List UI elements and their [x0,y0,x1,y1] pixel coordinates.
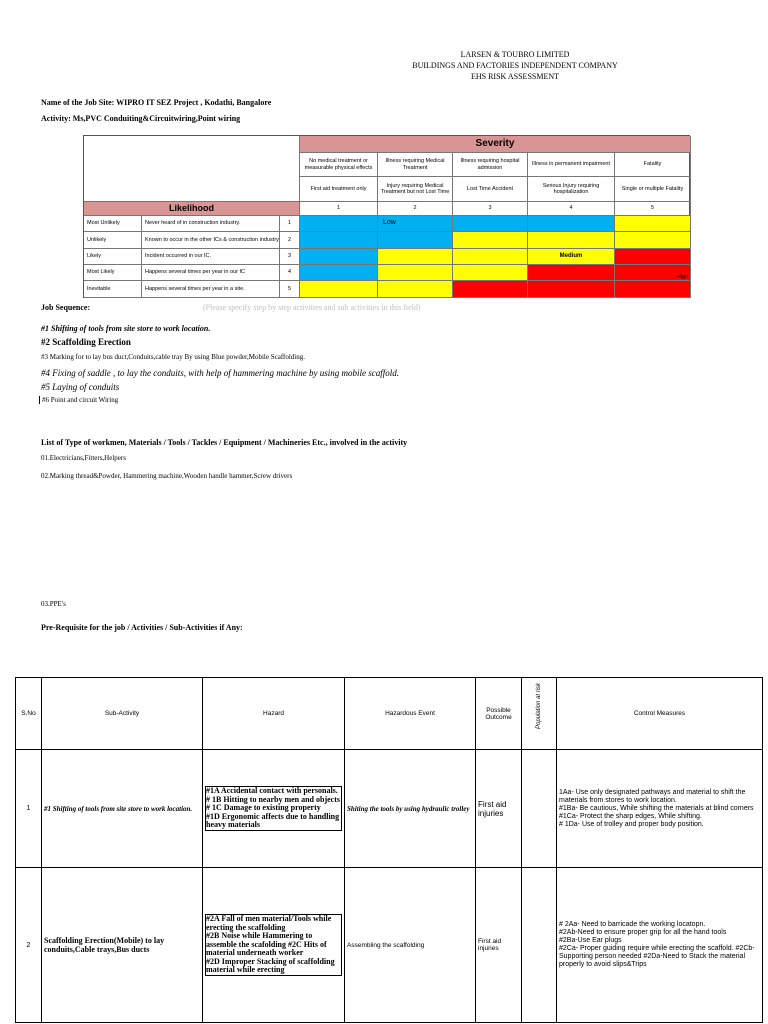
activity: Activity: Ms,PVC Conduiting&Circuitwiring,Point wiring [41,114,241,123]
job-sequence-hint: (Please specify step by step activities and sub activities in this field) [203,303,421,312]
risk-cell [300,281,378,298]
company-name: LARSEN & TOUBRO LIMITED [460,50,570,59]
severity-header: Severity [300,136,691,153]
header-hazardous-event: Hazardous Event [345,678,476,750]
likelihood-name-3: Likely [84,249,142,265]
step-4: #4 Fixing of saddle , to lay the conduits, with help of hammering machine by using mobile scaffold. [41,368,399,378]
step-5: #5 Laying of conduits [41,382,120,392]
row-hazard-cell [203,750,345,868]
likelihood-number-5: 5 [280,281,300,298]
list-title: List of Type of workmen, Materials / Tools / Tackles / Equipment / Machineries Etc., involved in the activity [41,438,408,447]
row-hazardous-event: Shiting the tools by using hydraulic trolley [345,750,476,868]
step-3: #3 Marking for to lay bus duct,Conduits,cable tray By using Blue powder,Mobile Scaffolding. [41,353,305,361]
row-population [522,750,557,868]
list-item-2: 02.Marking thread&Powder, Hammering machine,Wooden handle hammer,Screw drivers [41,472,293,480]
likelihood-desc-4: Happens several times per year in our IC [142,265,280,281]
likelihood-number-3: 3 [280,249,300,265]
step-1: #1 Shifting of tools from site store to work location. [41,324,211,333]
row-hazard-cell [203,868,345,1023]
likelihood-number-1: 1 [280,216,300,232]
header-sno: S.No [16,678,42,750]
header-control-measures: Control Measures [557,678,763,750]
likelihood-name-5: Inevitable [84,281,142,298]
severity-description-3: Illness requiring hospital admission [453,153,528,177]
table-row [16,868,763,1023]
risk-cell [300,265,378,281]
risk-cell [453,265,528,281]
severity-description-2: Illness requiring Medical Treatment [378,153,453,177]
risk-cell [615,249,691,265]
header-population-at-risk: Population at risk [522,678,557,750]
risk-cell [300,249,378,265]
list-item-3: 03.PPE's [41,600,66,608]
company-division: BUILDINGS AND FACTORIES INDEPENDENT COMPANY [412,61,618,70]
risk-cell [300,232,378,249]
likelihood-name-4: Most Likely [84,265,142,281]
severity-description-1: No medical treatment or measurable physical effects [300,153,378,177]
risk-matrix [83,135,690,298]
matrix-corner [84,136,300,202]
severity-label-3: Lost Time Accident [453,177,528,202]
likelihood-header: Likelihood [84,202,300,216]
list-item-1: 01.Electricians,Fitters,Helpers [41,454,126,462]
risk-cell [453,216,528,232]
prerequisite-label: Pre-Requisite for the job / Activities / Sub-Activities if Any: [41,623,243,632]
risk-cell [378,265,453,281]
risk-cell [300,216,378,232]
severity-number-1: 1 [300,202,378,216]
row-sub-activity: Scaffolding Erection(Mobile) to lay conduits,Cable trays,Bus ducts [42,868,203,1023]
severity-number-2: 2 [378,202,453,216]
table-header-row [16,678,763,750]
risk-cell [615,232,691,249]
severity-description-4: Illness in permanent impairment [528,153,615,177]
document-title: EHS RISK ASSESSMENT [470,72,560,81]
risk-cell [453,232,528,249]
likelihood-number-4: 4 [280,265,300,281]
severity-label-4: Serious Injury requiring hospitalization [528,177,615,202]
severity-number-5: 5 [615,202,691,216]
severity-label-5: Single or multiple Fatality [615,177,691,202]
likelihood-name-1: Most Unlikely [84,216,142,232]
likelihood-name-2: Unlikely [84,232,142,249]
header-possible-outcome: Possible Outcome [476,678,522,750]
risk-cell [528,232,615,249]
severity-label-2: Injury requiring Medical Treatment but not Lost Time [378,177,453,202]
risk-cell [615,216,691,232]
row-possible-outcome: First aid injuries [476,868,522,1023]
risk-assessment-table [15,677,763,1023]
risk-cell [528,281,615,298]
severity-description-5: Fatality [615,153,691,177]
row-control-measures: # 2Aa- Need to barricade the working locatopn. #2Ab-Need to ensure proper grip for all the hand tools #2Ba-Use Ear plugs #2Ca- Proper guiding require while erecting the scaffold. #2Cb-Supporting person needed #2Da-Need to Stack the material properly to avoid slips&Trips [557,868,763,1023]
likelihood-desc-3: Incident occurred in our IC. [142,249,280,265]
job-site: Name of the Job Site: WIPRO IT SEZ Project , Kodathi, Bangalore [41,98,272,107]
row-possible-outcome: First aid injuries [476,750,522,868]
likelihood-desc-1: Never heard of in construction industry. [142,216,280,232]
row-sno: 1 [16,750,42,868]
risk-cell [378,249,453,265]
row-hazard: #2A Fall of men material/Tools while erecting the scaffolding #2B Noise while Hammering to assemble the scafolding #2C Hits of material underneath worker #2D Improper Stacking of scaffolding material while erecting [205,914,342,976]
risk-level-medium: Medium [528,249,615,265]
severity-number-4: 4 [528,202,615,216]
header-hazard: Hazard [203,678,345,750]
likelihood-number-2: 2 [280,232,300,249]
risk-cell [528,265,615,281]
row-control-measures: 1Aa- Use only designated pathways and material to shift the materials from stores to work location. #1Ba- Be cautious, While shifting the materials at blind corners #1Ca- Protect the sharp edges, While shifting. # 1Da- Use of trolley and proper body position. [557,750,763,868]
table-row [16,750,763,868]
risk-cell [453,281,528,298]
risk-cell [453,249,528,265]
risk-cell [378,232,453,249]
risk-level-low: Low [378,216,453,232]
likelihood-desc-2: Known to occur in the other ICs & construction industry [142,232,280,249]
row-population [522,868,557,1023]
step-6[interactable]: #6 Point and circuit Wiring [39,396,118,404]
header-sub-activity: Sub-Activity [42,678,203,750]
step-2: #2 Scaffolding Erection [41,337,131,347]
row-hazardous-event: Assembling the scaffolding [345,868,476,1023]
risk-cell [528,216,615,232]
likelihood-desc-5: Happens several times per year in a site. [142,281,280,298]
row-sub-activity: #1 Shifting of tools from site store to work location. [42,750,203,868]
row-hazard: #1A Accidental contact with personals. # 1B Hitting to nearby men and objects # 1C Damage to existing property #1D Ergonomic affects due to handling heavy materials [206,786,340,830]
job-sequence-label: Job Sequence: [41,303,91,312]
severity-label-1: First aid treatment only [300,177,378,202]
risk-level-high: High [615,265,691,281]
row-sno: 2 [16,868,42,1023]
severity-number-3: 3 [453,202,528,216]
risk-cell [615,281,691,298]
risk-cell [378,281,453,298]
